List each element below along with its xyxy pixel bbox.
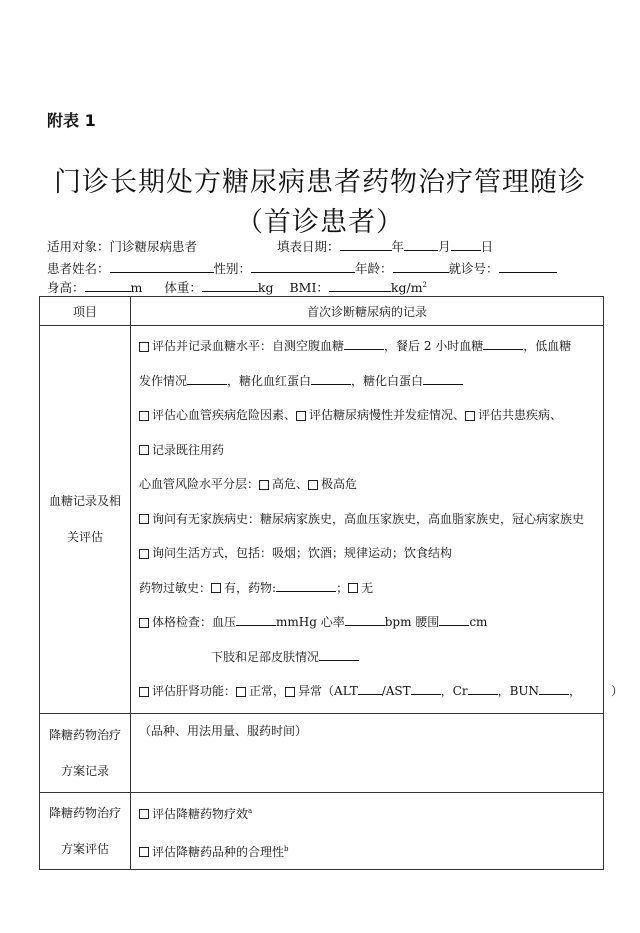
bmi-field[interactable] <box>329 279 391 292</box>
info-row-3 <box>47 278 427 296</box>
family-history-line <box>131 502 603 537</box>
section-glucose-label <box>40 326 131 714</box>
weight-field[interactable] <box>202 279 258 292</box>
field-text: 评估肝肾功能： <box>152 684 237 698</box>
allergy-drug-field[interactable] <box>276 579 336 592</box>
liver-line <box>131 674 624 709</box>
field-text: ； <box>336 580 349 595</box>
table-header-row <box>40 297 604 326</box>
fasting-glucose-field[interactable] <box>344 337 384 350</box>
field-text: a <box>248 806 253 815</box>
skin-field[interactable] <box>319 648 359 661</box>
height-field[interactable] <box>85 279 131 292</box>
gender-label: 性别： <box>213 261 252 276</box>
label-line: 关评估 <box>66 530 103 545</box>
date-label: 填表日期： <box>277 239 340 254</box>
allergy-line <box>131 571 603 606</box>
glucose-line-1 <box>131 329 603 364</box>
field-text: mmHg 心率 <box>276 615 345 629</box>
checkbox[interactable] <box>465 411 475 421</box>
age-field[interactable] <box>393 260 449 273</box>
field-text: 极高危 <box>321 477 358 491</box>
field-text: 药物过敏史： <box>139 580 212 595</box>
field-text: ，BUN <box>497 684 539 698</box>
lifestyle-line <box>131 536 603 571</box>
visit-no-label: 就诊号： <box>448 261 499 276</box>
field-text: /AST <box>381 684 411 698</box>
name-field[interactable] <box>110 260 214 273</box>
field-text: 询问有无家族病史：糖尿病家族史，高血压家族史，高血脂家族史，冠心病家族史 <box>152 511 585 526</box>
day-field[interactable] <box>451 238 481 251</box>
checkbox[interactable] <box>308 480 318 490</box>
field-text: 体格检查：血压 <box>152 615 237 629</box>
checkbox[interactable] <box>211 583 221 593</box>
record-table <box>39 296 624 870</box>
bmi-sup: 2 <box>422 280 428 289</box>
field-text: 评估降糖药品种的合理性 <box>152 844 285 859</box>
name-label: 患者姓名： <box>47 261 110 276</box>
day-label: 日 <box>480 239 494 254</box>
field-text: 高危、 <box>272 477 309 491</box>
field-text: 询问生活方式，包括：吸烟；饮酒；规律运动；饮食结构 <box>152 546 453 560</box>
height-label: 身高： <box>47 280 85 295</box>
month-label: 月 <box>438 239 451 254</box>
label-line: 降糖药物治疗 <box>48 805 121 820</box>
section-regimen-record-label <box>40 713 131 792</box>
bmi-label: BMI： <box>289 280 329 295</box>
regimen-eval-content <box>131 792 604 869</box>
field-text: b <box>284 844 289 853</box>
weight-label: 体重： <box>164 280 202 295</box>
checkbox[interactable] <box>139 342 149 352</box>
target-label: 适用对象： <box>47 239 110 254</box>
field-text: ，糖化血红蛋白 <box>227 373 312 388</box>
label-line: 方案评估 <box>60 841 109 856</box>
field-text: 评估糖尿病慢性并发症情况、 <box>309 408 466 422</box>
eval-line-1 <box>131 793 603 832</box>
section-regimen-record <box>40 713 604 792</box>
checkbox[interactable] <box>139 687 149 697</box>
field-text: 异常（ALT <box>298 684 358 698</box>
year-label: 年 <box>391 239 405 254</box>
waist-field[interactable] <box>439 613 469 626</box>
skin-line <box>131 640 603 675</box>
field-text: 评估降糖药物疗效 <box>152 806 249 821</box>
field-text: ，餐后 2 小时血糖 <box>384 339 484 353</box>
page-subtitle: （首诊患者） <box>236 207 404 238</box>
alt-field[interactable] <box>358 682 382 695</box>
target-value: 门诊糖尿病患者 <box>109 239 198 254</box>
ga-field[interactable] <box>423 372 463 385</box>
age-label: 年龄： <box>355 261 393 276</box>
checkbox[interactable] <box>139 445 149 455</box>
label-line: 方案记录 <box>60 763 109 778</box>
cv-line <box>131 398 603 433</box>
bun-field[interactable] <box>539 682 569 695</box>
height-unit: m <box>130 280 143 295</box>
appendix-label: 附表 1 <box>47 111 96 130</box>
regimen-hint: （品种、用法用量、服药时间） <box>139 723 308 738</box>
info-row-1 <box>47 237 493 255</box>
col-record-header: 首次诊断糖尿病的记录 <box>131 297 604 326</box>
field-text: 评估并记录血糖水平：自测空腹血糖 <box>152 339 345 353</box>
field-text: 无 <box>361 580 374 595</box>
field-text: 有，药物: <box>224 580 277 595</box>
section-regimen-eval <box>40 792 604 869</box>
drug-history-line <box>131 433 603 468</box>
field-text: 记录既往用药 <box>152 442 225 457</box>
glucose-line-2 <box>131 364 603 399</box>
field-text: 发作情况 <box>139 373 188 388</box>
hypoglycemia-field[interactable] <box>187 372 227 385</box>
section-glucose <box>40 326 604 714</box>
year-field[interactable] <box>340 238 392 251</box>
field-text: 评估共患疾病、 <box>478 408 563 422</box>
checkbox[interactable] <box>139 618 149 628</box>
checkbox[interactable] <box>285 687 295 697</box>
checkbox[interactable] <box>296 411 306 421</box>
checkbox[interactable] <box>236 687 246 697</box>
checkbox[interactable] <box>139 514 149 524</box>
heart-rate-field[interactable] <box>345 613 385 626</box>
regimen-record-content[interactable] <box>131 713 604 792</box>
ast-field[interactable] <box>411 682 441 695</box>
checkbox[interactable] <box>139 847 149 857</box>
col-item-header: 项目 <box>40 297 131 326</box>
field-text: cm <box>469 615 488 629</box>
field-text: ，Cr <box>440 684 468 698</box>
weight-unit: kg <box>257 280 274 295</box>
checkbox[interactable] <box>139 411 149 421</box>
checkbox[interactable] <box>259 480 269 490</box>
eval-line-2 <box>131 832 603 869</box>
field-text: ，糖化白蛋白 <box>351 373 424 388</box>
field-text: ， ） <box>569 684 624 698</box>
bmi-unit: kg/m <box>390 280 423 295</box>
checkbox[interactable] <box>139 549 149 559</box>
cr-field[interactable] <box>468 682 498 695</box>
field-text: 心血管风险水平分层： <box>139 477 260 491</box>
field-text: 下肢和足部皮肤情况 <box>211 649 320 664</box>
info-row-2 <box>47 259 557 277</box>
bp-field[interactable] <box>236 613 276 626</box>
field-text: bpm 腰围 <box>384 615 440 629</box>
gender-field[interactable] <box>251 260 355 273</box>
label-line: 降糖药物治疗 <box>48 727 121 742</box>
field-text: ，低血糖 <box>523 339 572 353</box>
visit-no-field[interactable] <box>499 260 557 273</box>
field-text: 正常， <box>249 684 286 698</box>
exam-line <box>131 605 603 640</box>
section-glucose-content <box>131 326 624 714</box>
cv-risk-line <box>131 467 603 502</box>
month-field[interactable] <box>404 238 438 251</box>
section-regimen-eval-label <box>40 792 131 869</box>
field-text: 评估心血管疾病危险因素、 <box>152 408 297 422</box>
page-title: 门诊长期处方糖尿病患者药物治疗管理随诊 <box>54 167 586 198</box>
postprandial-glucose-field[interactable] <box>483 337 523 350</box>
checkbox[interactable] <box>139 809 149 819</box>
label-line: 血糖记录及相 <box>48 494 121 509</box>
hba1c-field[interactable] <box>311 372 351 385</box>
checkbox[interactable] <box>348 583 358 593</box>
